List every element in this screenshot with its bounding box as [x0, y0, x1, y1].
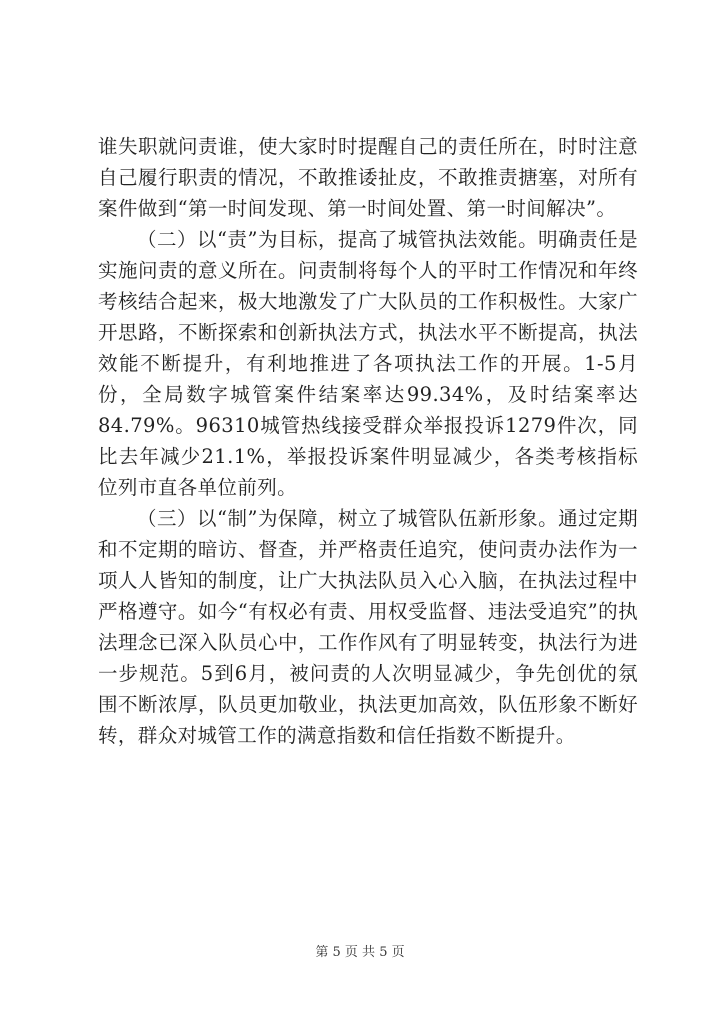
document-body	[98, 131, 638, 751]
paragraph-continuation: 谁失职就问责谁，使大家时时提醒自己的责任所在，时时注意自己履行职责的情况，不敢推诿扯皮，不敢推责搪塞，对所有案件做到“第一时间发现、第一时间处置、第一时间解决”。	[98, 135, 638, 220]
paragraph-section-two: （二）以“责”为目标，提高了城管执法效能。明确责任是实施问责的意义所在。问责制将每个人的平时工作情况和年终考核结合起来，极大地激发了广大队员的工作积极性。大家广开思路，不断探索和创新执法方式，执法水平不断提高，执法效能不断提升，有利地推进了各项执法工作的开展。1-5月份，全局数字城管案件结案率达99.34%，及时结案率达84.79%。96310城管热线接受群众举报投诉1279件次，同比去年减少21.1%，举报投诉案件明显减少，各类考核指标位列市直各单位前列。	[98, 228, 638, 499]
page-footer: 第 5 页 共 5 页	[315, 945, 405, 960]
paragraph-section-three: （三）以“制”为保障，树立了城管队伍新形象。通过定期和不定期的暗访、督查，并严格责任追究，使问责办法作为一项人人皆知的制度，让广大执法队员入心入脑，在执法过程中严格遵守。如今“有权必有责、用权受监督、违法受追究”的执法理念已深入队员心中，工作作风有了明显转变，执法行为进一步规范。5到6月，被问责的人次明显减少，争先创优的氛围不断浓厚，队员更加敬业，执法更加高效，队伍形象不断好转，群众对城管工作的满意指数和信任指数不断提升。	[98, 507, 638, 747]
